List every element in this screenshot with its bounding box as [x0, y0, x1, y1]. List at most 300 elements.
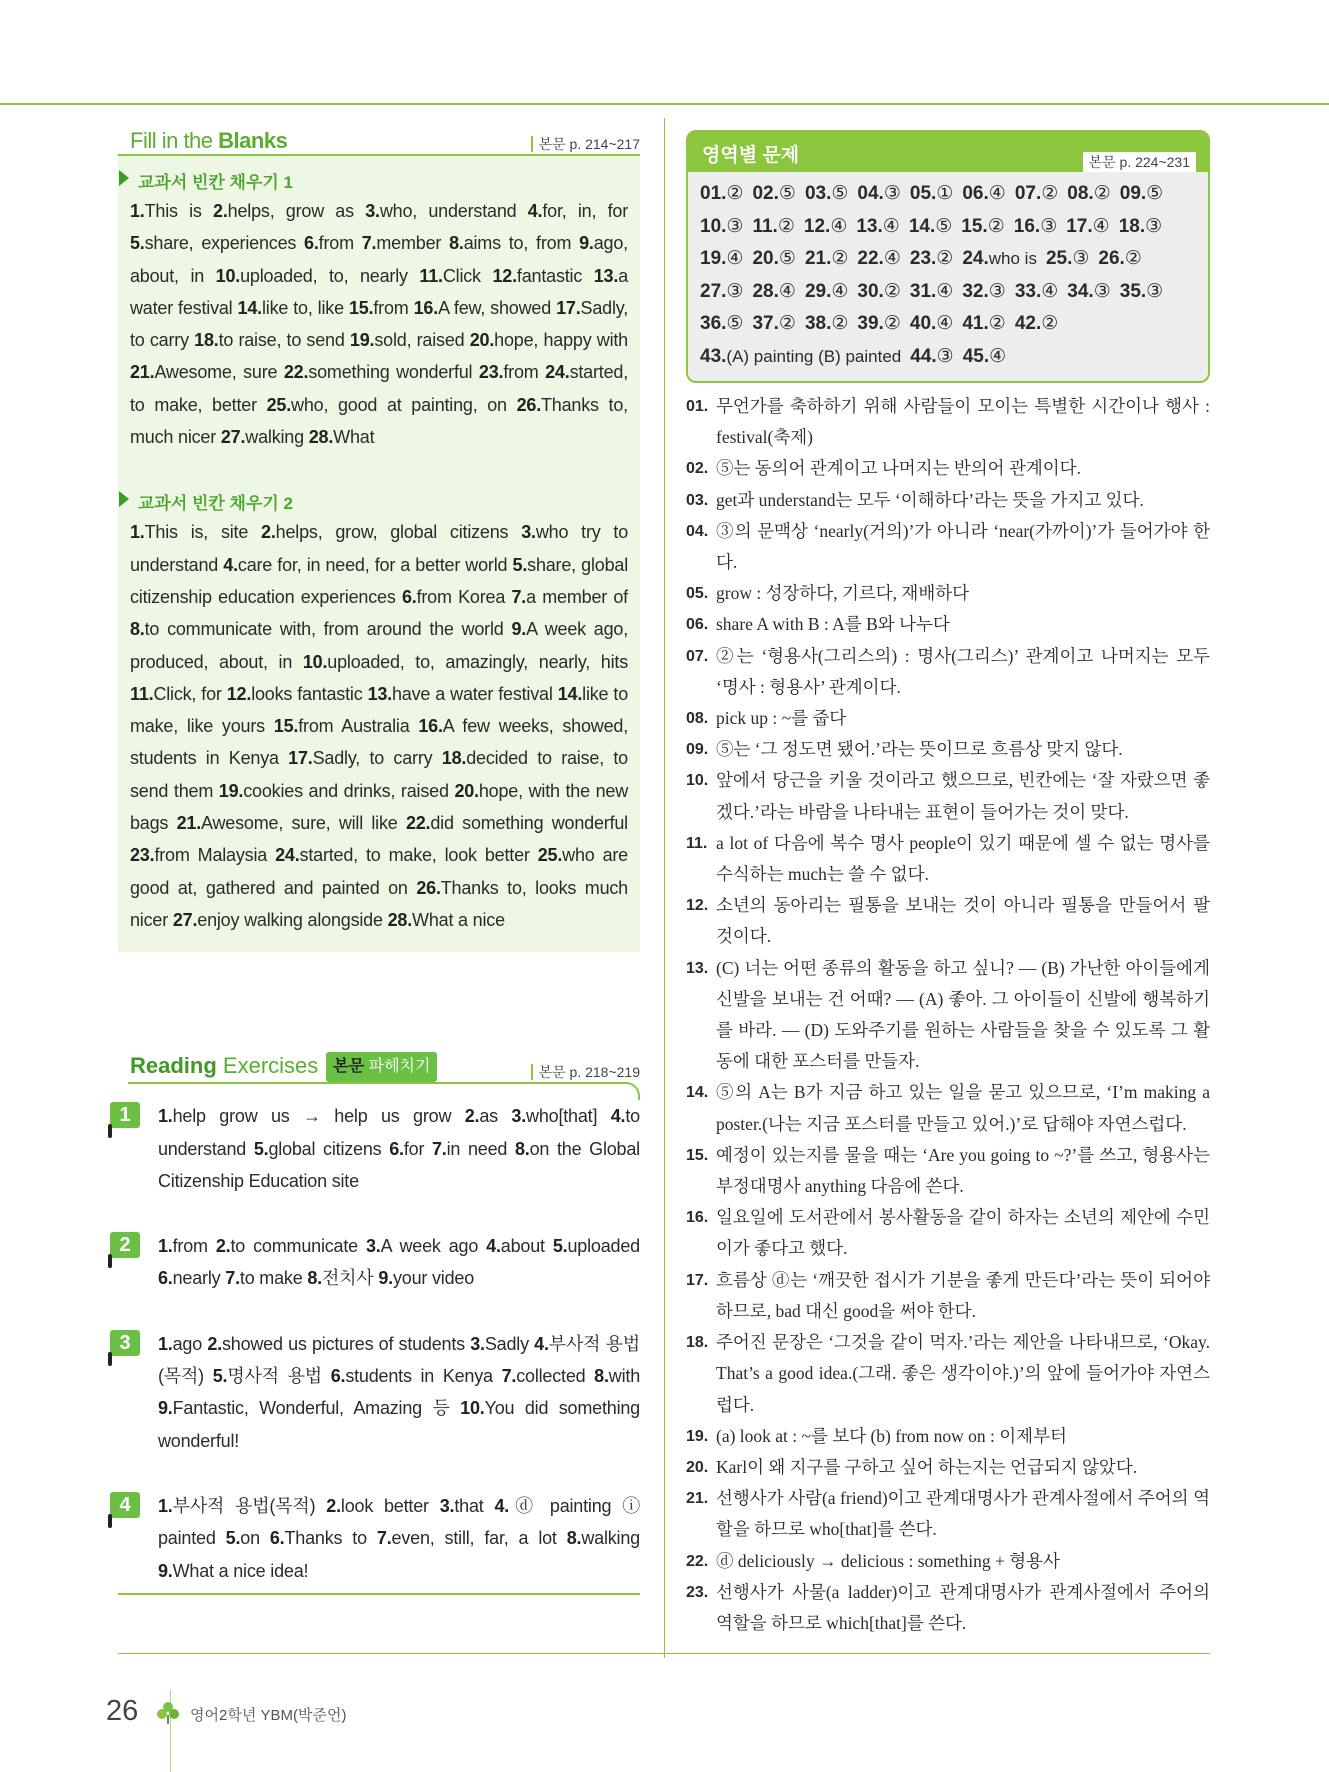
exercise-answer: walking — [581, 1528, 640, 1549]
explanation-text: (a) look at : ~를 보다 (b) from now on : 이제부터 — [716, 1425, 1067, 1446]
answer-value: ③ — [1145, 215, 1163, 237]
exercise-answer: showed us pictures of students — [221, 1333, 471, 1354]
exercise-answer: to communicate — [230, 1236, 366, 1257]
blank-answer: Awesome, sure, will like — [201, 813, 406, 834]
answer-item — [909, 211, 952, 244]
blank-answer: something wonderful — [308, 362, 479, 383]
exercise-answer: Fantastic, Wonderful, Amazing 등 — [172, 1398, 461, 1419]
answer-number: 24. — [962, 248, 989, 269]
answer-value: ② — [831, 248, 849, 269]
answer-item — [805, 178, 848, 211]
explanation-text: a lot of 다음에 복수 명사 people이 있기 때문에 셀 수 없는 명사를 수식하는 much는 쓸 수 없다. — [716, 832, 1210, 885]
answer-value: ② — [1124, 248, 1142, 269]
answer-number: 20. — [752, 248, 779, 269]
answer-value: ③ — [1040, 215, 1058, 237]
blank-number: 12. — [492, 265, 517, 286]
blank-number: 4. — [223, 554, 238, 575]
explanation-item — [686, 703, 1210, 734]
exercise-number: 5. — [552, 1236, 568, 1257]
reading-item-text — [130, 1100, 640, 1197]
exercise-number: 5. — [253, 1138, 269, 1159]
explanation-item — [686, 485, 1210, 516]
answer-item — [805, 276, 848, 309]
blank-number: 17. — [556, 297, 581, 318]
blank-answer: like to, like — [261, 297, 349, 318]
answer-item — [752, 276, 795, 309]
blank-answer: started, to make, look better — [299, 845, 538, 866]
answer-value: ③ — [1072, 248, 1090, 269]
answer-number: 32. — [962, 280, 989, 302]
answer-number: 03. — [804, 183, 832, 204]
answer-value: ④ — [882, 215, 900, 237]
answer-number: 13. — [856, 215, 883, 237]
exercise-number: 1. — [158, 1333, 173, 1354]
exercise-number: 8. — [594, 1366, 609, 1387]
answer-item — [700, 276, 743, 309]
explanation-item — [686, 1546, 1210, 1577]
answer-value: ④ — [936, 280, 954, 302]
exercise-number: 3. — [470, 1333, 485, 1354]
blank-number: 19. — [218, 780, 244, 801]
answer-number: 02. — [752, 183, 779, 204]
answer-value: ③ — [726, 215, 744, 237]
answer-number: 38. — [804, 313, 832, 334]
answer-value: ② — [778, 313, 796, 334]
answer-value: (A) painting (B) painted — [726, 346, 902, 366]
exercise-answer: even, still, far, a lot — [391, 1528, 567, 1549]
blank-answer: fantastic — [516, 265, 594, 286]
answer-item — [1120, 276, 1163, 309]
answer-item — [910, 341, 953, 374]
exercise-answer: collected — [516, 1366, 595, 1387]
exercise-answer: who[that] — [526, 1106, 611, 1127]
blank-answer: from Korea — [416, 586, 512, 607]
answer-item — [752, 178, 795, 211]
answer-title: 영역별 문제 — [702, 145, 800, 166]
exercise-answer: on — [240, 1528, 270, 1549]
exercise-answer: look better — [340, 1495, 440, 1516]
explanation-number: 07. — [686, 647, 709, 665]
blank-answer: helps, grow, global citizens — [275, 522, 522, 543]
blank-answer: share, global citizenship education experiences — [130, 554, 628, 607]
reading-item-3 — [118, 1328, 640, 1457]
explanation-text: 흐름상 ⓓ는 ‘깨끗한 접시가 기분을 좋게 만든다’라는 뜻이 되어야 하므로, bad 대신 good을 써야 한다. — [716, 1269, 1210, 1321]
answer-value: ④ — [831, 280, 849, 302]
explanation-number: 06. — [686, 616, 709, 634]
blank-answer: aims to, from — [463, 233, 580, 254]
exercise-number: 7. — [432, 1138, 447, 1159]
exercise-answer: You did something wonderful! — [158, 1398, 640, 1451]
answer-number: 07. — [1014, 183, 1042, 204]
exercise-number: 9. — [378, 1268, 393, 1289]
answer-number: 33. — [1014, 280, 1042, 302]
explanation-number: 02. — [686, 460, 709, 478]
explanation-item — [686, 1077, 1210, 1139]
explanation-text: ⓓ deliciously → delicious : something + 형용사 — [716, 1550, 1060, 1571]
explanation-text: grow : 성장하다, 기르다, 재배하다 — [716, 583, 970, 604]
exercise-answer: to make — [239, 1268, 308, 1289]
blank-answer: have a water festival — [392, 683, 558, 704]
answer-value: ② — [1041, 183, 1059, 204]
answer-value: ④ — [726, 248, 744, 269]
exercise-answer: uploaded — [567, 1236, 640, 1257]
exercise-number: 7. — [501, 1366, 517, 1387]
answer-value: ② — [987, 215, 1005, 237]
explanation-item — [686, 1327, 1210, 1421]
exercise-number: 1. — [158, 1236, 173, 1257]
blank-answer: decided to raise, to send them — [130, 748, 628, 801]
answer-number: 05. — [909, 183, 937, 204]
reading-item-badge: 1 — [110, 1102, 140, 1128]
blank-number: 7. — [511, 586, 527, 607]
answer-item — [700, 243, 743, 276]
exercise-answer: A week ago — [380, 1236, 487, 1257]
blank-number: 14. — [557, 683, 583, 704]
blank-answer: What a nice — [412, 909, 505, 930]
exercise-answer: for — [403, 1138, 432, 1159]
blank-number: 24. — [275, 845, 300, 866]
answer-item — [700, 178, 743, 211]
answer-item — [910, 308, 953, 341]
exercise-number: 5. — [212, 1366, 228, 1387]
answer-number: 30. — [857, 280, 884, 302]
answer-value: ④ — [989, 345, 1007, 367]
blank-answer: A week ago, produced, about, in — [130, 619, 629, 672]
blank-answer: enjoy walking alongside — [197, 909, 388, 930]
answer-item — [962, 276, 1005, 309]
exercise-number: 3. — [366, 1236, 381, 1257]
answer-value: ⑤ — [726, 313, 744, 334]
exercise-number: 3. — [439, 1495, 455, 1516]
exercise-answer: your video — [392, 1268, 475, 1289]
explanation-number: 04. — [686, 522, 709, 540]
answer-item — [1119, 211, 1162, 244]
exercise-answer: Thanks to — [284, 1528, 377, 1549]
blank-number: 16. — [418, 716, 443, 737]
blank-number: 2. — [213, 201, 228, 221]
explanation-number: 13. — [686, 959, 709, 977]
blank-answer: hope, with the new bags — [130, 780, 628, 834]
blank-number: 20. — [469, 330, 495, 351]
answer-number: 10. — [700, 215, 727, 237]
exercise-number: 4. — [534, 1333, 549, 1354]
exercise-number: 6. — [269, 1528, 285, 1549]
answer-item — [1046, 243, 1089, 276]
blank-number: 3. — [521, 522, 536, 543]
answer-item — [857, 178, 900, 211]
explanation-number: 12. — [686, 897, 709, 915]
answer-number: 34. — [1067, 280, 1094, 302]
explanation-item — [686, 516, 1210, 578]
answer-value: who is — [988, 249, 1037, 268]
reading-items — [118, 1100, 640, 1587]
answer-item — [700, 211, 743, 244]
blank-answer: Thanks to, much nicer — [130, 394, 628, 448]
explanation-text: pick up : ~를 줍다 — [716, 708, 847, 729]
explanation-number: 23. — [686, 1583, 709, 1601]
answer-value: ⑤ — [1146, 183, 1164, 204]
blank-answer: for, in, for — [542, 201, 628, 221]
explanation-item — [686, 609, 1210, 640]
blank-number: 1. — [130, 522, 145, 543]
blank-answer: from Malaysia — [154, 845, 276, 866]
answer-value: ⑤ — [935, 215, 953, 237]
answer-number: 39. — [857, 313, 884, 334]
explanation-item — [686, 765, 1210, 827]
exercise-number: 7. — [376, 1528, 392, 1549]
blank-number: 20. — [454, 780, 479, 801]
explanation-item — [686, 453, 1210, 484]
answer-value: ② — [777, 215, 795, 237]
answer-item — [857, 276, 900, 309]
exercise-answer: ⓓ painting ⓘ painted — [158, 1495, 641, 1549]
blank-answer: Click, for — [153, 683, 227, 704]
answer-value: ② — [1041, 313, 1059, 334]
exercise-number: 1. — [158, 1106, 173, 1127]
explanation-number: 19. — [686, 1427, 709, 1445]
explanation-number: 20. — [686, 1458, 709, 1476]
left-column — [118, 128, 640, 1595]
blank-number: 27. — [172, 909, 198, 930]
explanation-number: 21. — [686, 1490, 709, 1508]
answer-item — [910, 243, 953, 276]
blank-answer: care for, in need, for a better world — [237, 554, 513, 575]
answer-value: ② — [726, 183, 744, 204]
explanation-item — [686, 641, 1210, 703]
blank-answer: a water festival — [130, 265, 628, 318]
answer-value: ③ — [883, 183, 901, 204]
blank-number: 5. — [130, 233, 145, 254]
blank-answer: sold, raised — [374, 330, 470, 351]
exercise-number: 2. — [326, 1495, 341, 1516]
explanation-number: 14. — [686, 1084, 709, 1102]
answer-item — [961, 211, 1004, 244]
blank-answer: A few, showed — [438, 297, 557, 318]
exercise-answer: help grow us → help us grow — [172, 1106, 465, 1127]
blank-number: 19. — [349, 330, 375, 351]
reading-exercises-header — [118, 1054, 640, 1082]
blank-number: 10. — [215, 265, 241, 286]
blank-answer: to raise, to send — [218, 330, 350, 351]
answer-number: 26. — [1098, 248, 1125, 269]
explanation-text: Karl이 왜 지구를 구하고 싶어 하는지는 언급되지 않았다. — [716, 1456, 1138, 1477]
answer-item — [700, 308, 743, 341]
blank-number: 24. — [545, 362, 570, 383]
answer-number: 18. — [1118, 215, 1146, 237]
blank-number: 8. — [130, 619, 145, 640]
answer-item — [752, 308, 795, 341]
reading-exercises-title: Reading Exercises 본문 파헤치기 — [130, 1052, 437, 1082]
answer-value: ⑤ — [831, 183, 849, 204]
blank-number: 1. — [130, 201, 145, 221]
explanation-number: 05. — [686, 585, 709, 603]
answer-item — [804, 211, 847, 244]
answer-item — [1066, 211, 1109, 244]
exercise-number: 8. — [307, 1268, 322, 1289]
blank-answer: from — [373, 297, 414, 318]
answer-value: ③ — [936, 345, 954, 367]
answer-item — [962, 178, 1005, 211]
exercise-number: 6. — [389, 1138, 404, 1159]
answer-number: 28. — [752, 280, 779, 302]
reading-item-2 — [118, 1230, 640, 1295]
exercise-number: 4. — [610, 1106, 626, 1127]
blank-answer: share, experiences — [144, 233, 305, 254]
blank-number: 15. — [348, 297, 374, 318]
reading-item-text — [130, 1230, 640, 1295]
blank-number: 21. — [176, 813, 202, 834]
reading-tag: 본문 파헤치기 — [326, 1052, 437, 1082]
answer-number: 44. — [910, 345, 937, 367]
blank-number: 28. — [387, 909, 413, 930]
blank-answer: who try to understand — [130, 522, 629, 575]
blank-answer: cookies and drinks, raised — [243, 780, 455, 801]
explanation-text: ⑤는 ‘그 정도면 됐어.’라는 뜻이므로 흐름상 맞지 않다. — [716, 739, 1123, 760]
answer-number: 29. — [804, 280, 832, 302]
blank-number: 13. — [593, 265, 619, 286]
blank-answer: What — [333, 427, 375, 448]
answer-number: 12. — [803, 215, 831, 237]
reading-item-1 — [118, 1100, 640, 1197]
exercise-number: 1. — [158, 1495, 173, 1516]
answer-value: ② — [1093, 183, 1111, 204]
answer-number: 23. — [909, 248, 937, 269]
answer-number: 06. — [962, 183, 989, 204]
blank-number: 21. — [130, 362, 155, 383]
explanation-text: ③의 문맥상 ‘nearly(거의)’가 아니라 ‘near(가까이)’가 들어가야 한다. — [716, 520, 1210, 573]
exercise-number: 4. — [486, 1236, 501, 1257]
exercise-number: 2. — [464, 1106, 480, 1127]
fill-set-2 — [130, 516, 628, 936]
reading-page-ref: 본문 p. 218~219 — [531, 1064, 640, 1080]
exercise-answer: with — [608, 1366, 641, 1387]
blank-answer: to communicate with, from around the world — [144, 619, 512, 640]
blank-answer: uploaded, to, nearly — [240, 265, 420, 286]
answer-value: ③ — [988, 280, 1006, 302]
blank-answer: who, good at painting, on — [291, 394, 517, 415]
explanation-number: 10. — [686, 772, 709, 790]
answer-list — [688, 172, 1208, 381]
answer-number: 01. — [700, 183, 727, 204]
reading-item-text — [130, 1328, 640, 1457]
answer-value: ② — [831, 313, 849, 334]
blank-number: 28. — [308, 427, 334, 448]
exercise-answer: 명사적 용법 — [227, 1366, 331, 1387]
blank-number: 14. — [237, 297, 262, 318]
exercise-answer: 전치사 — [321, 1268, 379, 1289]
blank-number: 7. — [361, 233, 377, 254]
blank-answer: did something wonderful — [430, 813, 628, 834]
exercise-number: 6. — [330, 1366, 346, 1387]
blank-answer: looks fantastic — [251, 683, 368, 704]
answer-number: 45. — [962, 345, 990, 367]
fill-blanks-title: Fill in the Blanks — [130, 128, 288, 153]
exercise-answer: What a nice idea! — [172, 1560, 309, 1581]
answer-item — [752, 211, 794, 244]
blank-number: 2. — [261, 522, 276, 543]
answer-value: ④ — [988, 183, 1006, 204]
blank-number: 22. — [405, 813, 431, 834]
explanation-number: 16. — [686, 1209, 709, 1227]
answer-item — [1067, 178, 1110, 211]
explanation-item — [686, 1265, 1210, 1327]
reading-item-badge: 3 — [110, 1330, 140, 1356]
answer-item — [857, 243, 900, 276]
blank-number: 4. — [527, 201, 543, 221]
answer-number: 35. — [1119, 280, 1147, 302]
answer-item — [1015, 276, 1058, 309]
explanation-number: 01. — [686, 398, 709, 415]
explanation-number: 15. — [686, 1146, 709, 1164]
exercise-number: 2. — [215, 1236, 231, 1257]
explanation-number: 03. — [686, 491, 709, 509]
blank-answer: from — [318, 233, 362, 254]
blank-answer: A few weeks, showed, students in Kenya — [130, 716, 628, 769]
top-rule — [0, 103, 1329, 105]
blank-answer: Thanks to, looks much nicer — [130, 877, 628, 930]
answer-value: ④ — [1041, 280, 1059, 302]
explanation-item — [686, 1202, 1210, 1264]
answer-value: ④ — [936, 313, 954, 334]
explanation-text: 예정이 있는지를 물을 때는 ‘Are you going to ~?’를 쓰고, 형용사는 부정대명사 anything 다음에 쓴다. — [716, 1144, 1210, 1197]
answer-item — [1015, 308, 1058, 341]
answer-item — [1014, 211, 1057, 244]
answer-item — [857, 308, 900, 341]
answer-number: 37. — [752, 313, 779, 334]
answer-number: 40. — [909, 313, 937, 334]
blank-answer: like to make, like yours — [130, 683, 629, 737]
answer-value: ① — [936, 183, 954, 204]
exercise-answer: in need — [446, 1138, 515, 1159]
blank-answer: This is — [144, 201, 214, 221]
answer-item — [805, 308, 848, 341]
exercise-number: 4. — [494, 1495, 510, 1516]
answer-value: ④ — [830, 215, 848, 237]
blank-number: 9. — [511, 619, 527, 640]
answer-number: 41. — [962, 313, 989, 334]
explanation-number: 09. — [686, 741, 709, 759]
answer-value: ② — [988, 313, 1006, 334]
answer-number: 08. — [1067, 183, 1094, 204]
explanation-item — [686, 391, 1210, 453]
exercise-answer: from — [172, 1236, 216, 1257]
column-divider — [664, 118, 665, 1658]
blank-number: 18. — [441, 748, 467, 769]
answer-number: 09. — [1119, 183, 1147, 204]
explanation-item — [686, 890, 1210, 952]
blank-number: 23. — [130, 845, 155, 866]
exercise-number: 10. — [460, 1398, 485, 1419]
explanation-text: ⑤는 동의어 관계이고 나머지는 반의어 관계이다. — [716, 458, 1081, 479]
answer-number: 43. — [700, 345, 727, 367]
reading-item-badge: 4 — [110, 1492, 140, 1518]
blank-number: 11. — [130, 683, 154, 704]
explanation-number: 22. — [686, 1552, 709, 1570]
blank-answer: uploaded, to, amazingly, nearly, hits — [327, 651, 628, 672]
answer-header — [688, 132, 1208, 172]
answer-value: ② — [883, 280, 901, 302]
blank-number: 18. — [194, 330, 219, 351]
blank-answer: who are good at, gathered and painted on — [130, 845, 628, 898]
explanation-text: get과 understand는 모두 ‘이해하다’라는 뜻을 가지고 있다. — [716, 489, 1144, 510]
blank-number: 22. — [283, 362, 309, 383]
blank-answer: ago, about, in — [130, 233, 628, 286]
explanation-text: (C) 너는 어떤 종류의 활동을 하고 싶니? — (B) 가난한 아이들에게 신발을 보내는 건 어때? — (A) 좋아. 그 아이들이 신발에 행복하기를 바라. — (D) 도와주기를 원하는 사람들을 찾을 수 있도록 그 활동에 대한 포스터를 만들자. — [716, 957, 1210, 1072]
blank-answer: helps, grow as — [227, 201, 366, 221]
explanation-item — [686, 1140, 1210, 1202]
exercise-answer: that — [454, 1495, 495, 1516]
explanation-number: 08. — [686, 710, 709, 728]
